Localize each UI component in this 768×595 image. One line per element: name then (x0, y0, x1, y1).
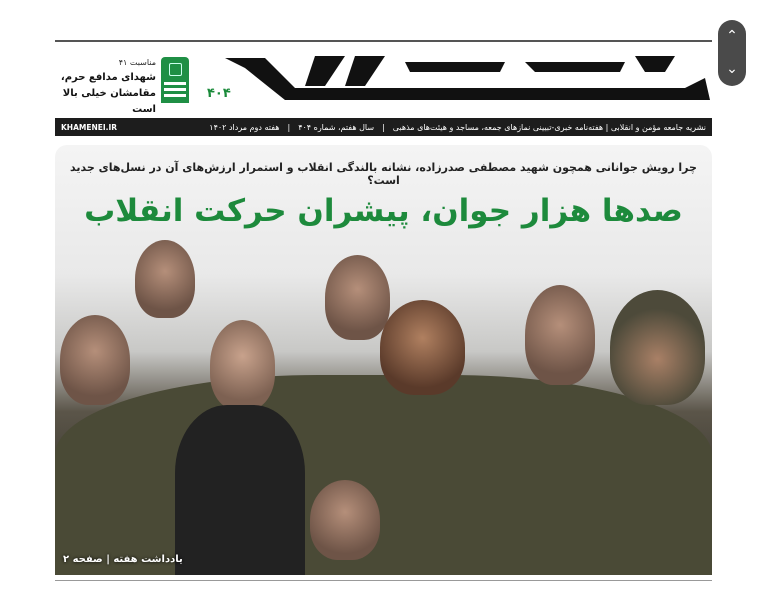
page-scroll-control (718, 20, 746, 86)
occasion-title[interactable]: شهدای مدافع حرم، مقامشان خیلی بالا است (60, 72, 156, 115)
masthead-logo (205, 48, 710, 106)
chevron-down-icon[interactable]: ⌄ (726, 61, 738, 77)
calendar-icon (169, 63, 182, 76)
bottom-rule (55, 580, 712, 581)
top-rule (55, 40, 712, 42)
occasion-label: مناسبت ۴۱ (118, 58, 156, 67)
cover-subtitle: چرا رویش جوانانی همچون شهید مصطفی صدرزاده، نشانه بالندگی انقلاب و استمرار ارزش‌های آن در نسل‌های جدید است؟ (70, 161, 697, 187)
cover-headline[interactable]: صدها هزار جوان، پیشران حرکت انقلاب (84, 193, 683, 229)
issue-number: ۴۰۴ (207, 86, 231, 101)
info-bar: نشریه جامعه مؤمن و انقلابی | هفته‌نامه خبری-تبیینی نمازهای جمعه، مساجد و هیئت‌های مذهبی | سال هفتم، شماره ۴۰۴ | هفته دوم مرداد ۱۴۰۲ KHAMENEI.IR (55, 118, 712, 136)
chevron-up-icon[interactable]: ⌃ (726, 28, 738, 44)
cover-photo[interactable] (55, 145, 712, 575)
editorial-note-link[interactable]: یادداشت هفته | صفحه ۲ (63, 554, 183, 565)
site-logo[interactable]: KHAMENEI.IR (61, 122, 118, 132)
occasion-badge (161, 57, 189, 103)
